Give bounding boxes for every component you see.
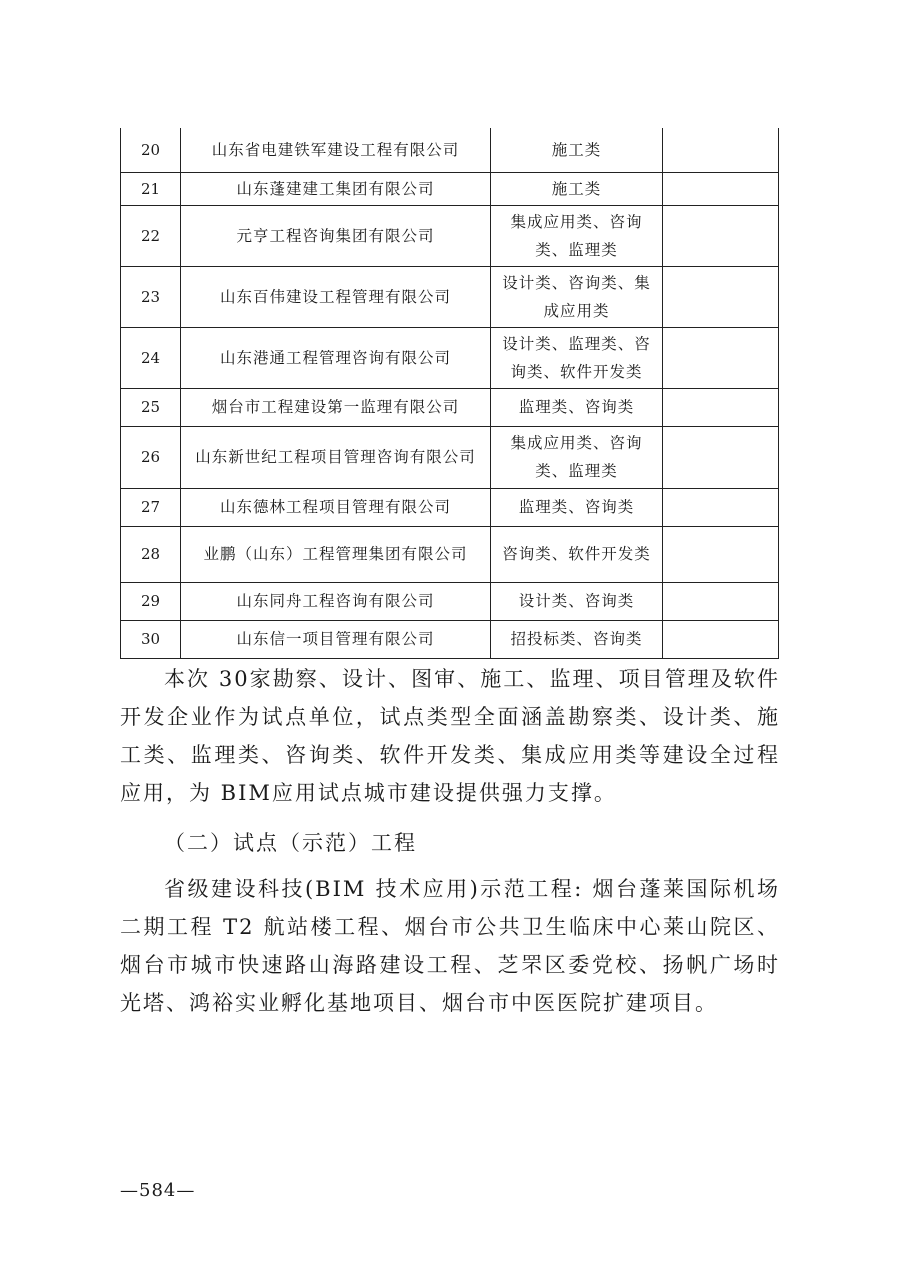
- pilot-type-cell: 设计类、监理类、咨询类、软件开发类: [491, 327, 663, 388]
- remark-cell: [663, 128, 779, 172]
- remark-cell: [663, 526, 779, 582]
- row-number-cell: 25: [121, 388, 181, 426]
- table-row: [121, 205, 779, 266]
- row-number-cell: 27: [121, 488, 181, 526]
- table-body: [121, 128, 779, 658]
- table-row: [121, 526, 779, 582]
- row-number-cell: 21: [121, 172, 181, 205]
- company-name-cell: 山东蓬建建工集团有限公司: [181, 172, 491, 205]
- company-name-cell: 烟台市工程建设第一监理有限公司: [181, 388, 491, 426]
- row-number-cell: 20: [121, 128, 181, 172]
- table-row: [121, 488, 779, 526]
- row-number-cell: 29: [121, 582, 181, 620]
- remark-cell: [663, 620, 779, 658]
- remark-cell: [663, 388, 779, 426]
- pilot-type-cell: 咨询类、软件开发类: [491, 526, 663, 582]
- remark-cell: [663, 327, 779, 388]
- row-number-cell: 26: [121, 426, 181, 488]
- page-number: —584—: [120, 1180, 196, 1201]
- remark-cell: [663, 266, 779, 327]
- pilot-units-table: [120, 128, 779, 659]
- remark-cell: [663, 488, 779, 526]
- paragraph-pilot-units: 本次 30家勘察、设计、图审、施工、监理、项目管理及软件开发企业作为试点单位，试点类型全面涵盖勘察类、设计类、施工类、监理类、咨询类、软件开发类、集成应用类等建设全过程应用，为 BIM应用试点城市建设提供强力支撑。: [120, 667, 780, 805]
- table-row: [121, 426, 779, 488]
- row-number-cell: 28: [121, 526, 181, 582]
- table-row: [121, 388, 779, 426]
- table-row: [121, 582, 779, 620]
- pilot-type-cell: 施工类: [491, 128, 663, 172]
- pilot-type-cell: 设计类、咨询类、集成应用类: [491, 266, 663, 327]
- company-name-cell: 山东新世纪工程项目管理咨询有限公司: [181, 426, 491, 488]
- table-row: [121, 266, 779, 327]
- table-row: [121, 620, 779, 658]
- pilot-type-cell: 招投标类、咨询类: [491, 620, 663, 658]
- row-number-cell: 22: [121, 205, 181, 266]
- remark-cell: [663, 205, 779, 266]
- company-name-cell: 元亨工程咨询集团有限公司: [181, 205, 491, 266]
- company-name-cell: 山东省电建铁军建设工程有限公司: [181, 128, 491, 172]
- remark-cell: [663, 582, 779, 620]
- company-name-cell: 业鹏（山东）工程管理集团有限公司: [181, 526, 491, 582]
- pilot-type-cell: 集成应用类、咨询类、监理类: [491, 205, 663, 266]
- pilot-type-cell: 施工类: [491, 172, 663, 205]
- row-number-cell: 23: [121, 266, 181, 327]
- company-name-cell: 山东百伟建设工程管理有限公司: [181, 266, 491, 327]
- pilot-type-cell: 设计类、咨询类: [491, 582, 663, 620]
- company-name-cell: 山东信一项目管理有限公司: [181, 620, 491, 658]
- paragraph-demo-projects: 省级建设科技(BIM 技术应用)示范工程: 烟台蓬莱国际机场二期工程 T2 航站楼工程、烟台市公共卫生临床中心莱山院区、烟台市城市快速路山海路建设工程、芝罘区委党校、扬帆广场时光塔、鸿裕实业孵化基地项目、烟台市中医医院扩建项目。: [120, 877, 780, 1015]
- company-name-cell: 山东德林工程项目管理有限公司: [181, 488, 491, 526]
- company-name-cell: 山东同舟工程咨询有限公司: [181, 582, 491, 620]
- pilot-type-cell: 监理类、咨询类: [491, 388, 663, 426]
- table-row: [121, 128, 779, 172]
- table-row: [121, 327, 779, 388]
- table-row: [121, 172, 779, 205]
- row-number-cell: 24: [121, 327, 181, 388]
- row-number-cell: 30: [121, 620, 181, 658]
- remark-cell: [663, 172, 779, 205]
- company-name-cell: 山东港通工程管理咨询有限公司: [181, 327, 491, 388]
- section-heading-pilot-projects: （二）试点（示范）工程: [164, 831, 417, 855]
- remark-cell: [663, 426, 779, 488]
- pilot-type-cell: 监理类、咨询类: [491, 488, 663, 526]
- pilot-type-cell: 集成应用类、咨询类、监理类: [491, 426, 663, 488]
